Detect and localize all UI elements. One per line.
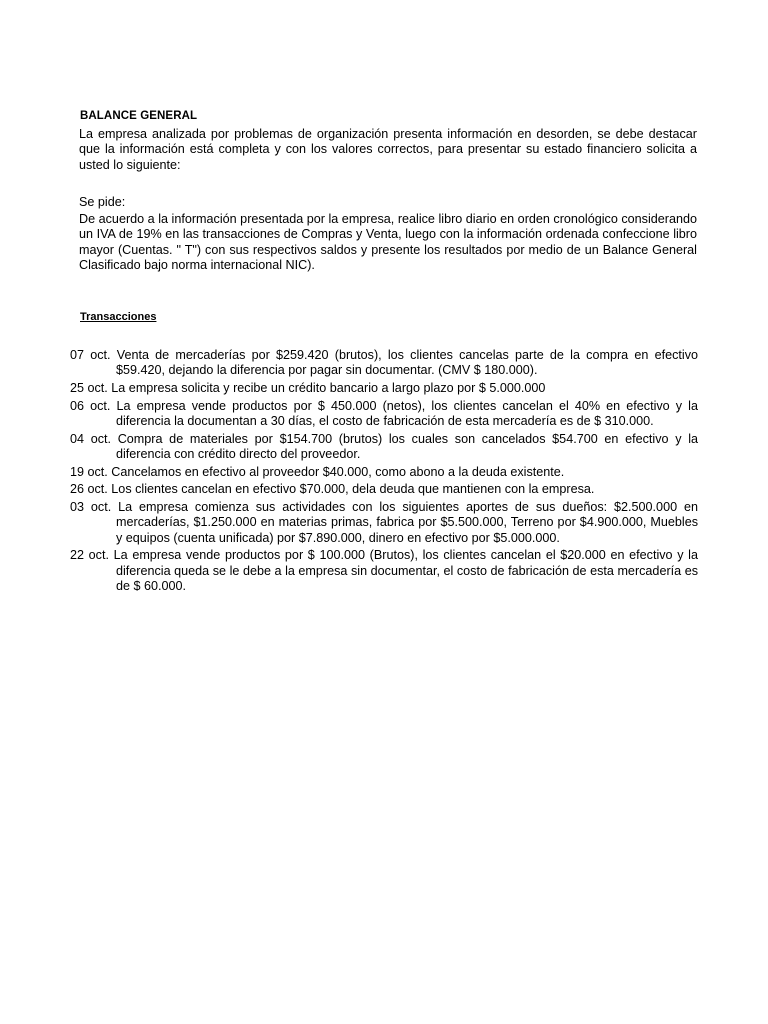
- se-pide-label: Se pide:: [79, 195, 126, 209]
- transaction-item: 04 oct. Compra de materiales por $154.700 (brutos) los cuales son cancelados $54.700 en efectivo y la diferencia con crédito directo del proveedor.: [70, 431, 698, 461]
- transactions-list: [70, 348, 698, 597]
- transaction-item: 06 oct. La empresa vende productos por $ 450.000 (netos), los clientes cancelan el 40% en efectivo y la diferencia la documentan a 30 días, el costo de fabricación de esta mercadería es de $ 310.000.: [70, 398, 698, 428]
- se-pide-paragraph: De acuerdo a la información presentada por la empresa, realice libro diario en orden cronológico considerando un IVA de 19% en las transacciones de Compras y Venta, luego con la información ordenada confeccione libro mayor (Cuentas. " T") con sus respectivos saldos y presente los resultados por medio de un Balance General Clasificado bajo norma internacional NIC).: [79, 212, 697, 272]
- transaction-item: 03 oct. La empresa comienza sus actividades con los siguientes aportes de sus dueños: $2.500.000 en mercaderías, $1.250.000 en materias primas, fabrica por $5.500.000, Terreno por $4.900.000, Muebles y equipos (cuenta unificada) por $7.890.000, dinero en efectivo por $5.000.000.: [70, 499, 698, 545]
- transaction-item: 22 oct. La empresa vende productos por $ 100.000 (Brutos), los clientes cancelan el $20.000 en efectivo y la diferencia queda se le debe a la empresa sin documentar, el costo de fabricación de esta mercadería es de $ 60.000.: [70, 548, 698, 593]
- transaction-item: 07 oct. Venta de mercaderías por $259.420 (brutos), los clientes cancelas parte de la compra en efectivo $59.420, dejando la diferencia por pagar sin documentar. (CMV $ 180.000).: [70, 348, 698, 378]
- transaction-item: 19 oct. Cancelamos en efectivo al proveedor $40.000, como abono a la deuda existente.: [70, 464, 565, 479]
- document-title: BALANCE GENERAL: [80, 110, 198, 122]
- transaction-item: 25 oct. La empresa solicita y recibe un crédito bancario a largo plazo por $ 5.000.000: [70, 381, 546, 395]
- transaction-item: 26 oct. Los clientes cancelan en efectivo $70.000, dela deuda que mantienen con la empresa.: [70, 482, 595, 497]
- transactions-heading: Transacciones: [80, 311, 157, 323]
- intro-paragraph: La empresa analizada por problemas de organización presenta información en desorden, se debe destacar que la información está completa y con los valores correctos, para presentar su estado financiero solicita a usted lo siguiente:: [79, 127, 697, 172]
